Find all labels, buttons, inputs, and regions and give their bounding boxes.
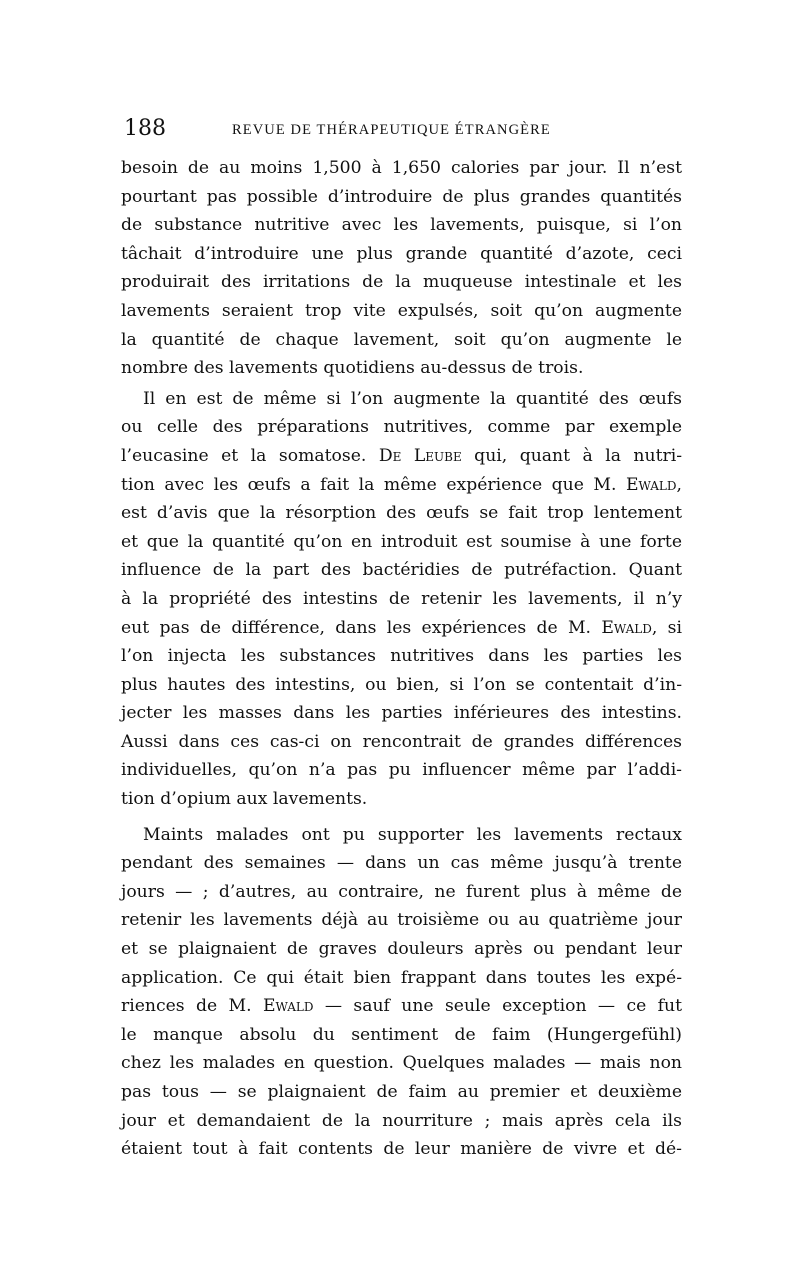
text-line: influence de la part des bactéridies de putréfaction. Quant bbox=[121, 560, 682, 581]
text-line: riences de M. Ewald — sauf une seule exception — ce fut bbox=[121, 996, 682, 1017]
page-header bbox=[124, 117, 682, 141]
text-line: de substance nutritive avec les lavements, puisque, si l’on bbox=[121, 215, 682, 236]
text-line: application. Ce qui était bien frappant dans toutes les expé- bbox=[121, 967, 682, 988]
text-line: retenir les lavements déjà au troisième ou au quatrième jour bbox=[121, 910, 682, 931]
text-line: l’on injecta les substances nutritives dans les parties les bbox=[121, 646, 682, 667]
text-line: individuelles, qu’on n’a pas pu influencer même par l’addi- bbox=[121, 760, 682, 781]
paragraph-1 bbox=[121, 154, 682, 383]
page-number: 188 bbox=[124, 116, 166, 141]
text-line: la quantité de chaque lavement, soit qu’on augmente le bbox=[121, 329, 682, 350]
text-line: pendant des semaines — dans un cas même jusqu’à trente bbox=[121, 853, 682, 874]
text-line: l’eucasine et la somatose. De Leube qui, quant à la nutri- bbox=[121, 445, 682, 466]
text-line: eut pas de différence, dans les expériences de M. Ewald, si bbox=[121, 617, 682, 638]
text-line: Aussi dans ces cas-ci on rencontrait de grandes différences bbox=[121, 731, 682, 752]
text-line: et que la quantité qu’on en introduit est soumise à une forte bbox=[121, 531, 682, 552]
text-line: tâchait d’introduire une plus grande quantité d’azote, ceci bbox=[121, 243, 682, 264]
paragraph-3 bbox=[121, 821, 682, 1164]
text-line: tion avec les œufs a fait la même expérience que M. Ewald, bbox=[121, 474, 682, 495]
running-title: REVUE DE THÉRAPEUTIQUE ÉTRANGÈRE bbox=[232, 122, 551, 138]
text-line: Maints malades ont pu supporter les lavements rectaux bbox=[143, 824, 682, 845]
body-text bbox=[121, 154, 682, 1164]
text-line: est d’avis que la résorption des œufs se fait trop lentement bbox=[121, 503, 682, 524]
text-line: tion d’opium aux lavements. bbox=[121, 789, 368, 810]
text-line: et se plaignaient de graves douleurs après ou pendant leur bbox=[121, 939, 682, 960]
text-line: produirait des irritations de la muqueuse intestinale et les bbox=[121, 272, 682, 293]
text-line: besoin de au moins 1,500 à 1,650 calories par jour. Il n’est bbox=[121, 158, 682, 178]
text-line: à la propriété des intestins de retenir les lavements, il n’y bbox=[121, 588, 682, 609]
text-line: jours — ; d’autres, au contraire, ne furent plus à même de bbox=[121, 881, 682, 902]
text-line: chez les malades en question. Quelques malades — mais non bbox=[121, 1053, 682, 1074]
text-line: pas tous — se plaignaient de faim au premier et deuxième bbox=[121, 1082, 682, 1102]
text-line: le manque absolu du sentiment de faim (Hungergefühl) bbox=[121, 1024, 682, 1045]
text-line: nombre des lavements quotidiens au-dessus de trois. bbox=[121, 358, 584, 379]
text-line: Il en est de même si l’on augmente la quantité des œufs bbox=[143, 388, 682, 409]
text-line: jour et demandaient de la nourriture ; mais après cela ils bbox=[121, 1110, 682, 1131]
paragraph-2 bbox=[121, 385, 682, 814]
text-line: ou celle des préparations nutritives, comme par exemple bbox=[121, 417, 682, 438]
text-line: jecter les masses dans les parties inférieures des intestins. bbox=[121, 703, 682, 724]
text-line: lavements seraient trop vite expulsés, soit qu’on augmente bbox=[121, 300, 682, 321]
text-line: pourtant pas possible d’introduire de plus grandes quantités bbox=[121, 186, 682, 207]
text-line: plus hautes des intestins, ou bien, si l’on se contentait d’in- bbox=[121, 674, 682, 695]
text-line: étaient tout à fait contents de leur manière de vivre et dé- bbox=[121, 1139, 682, 1160]
